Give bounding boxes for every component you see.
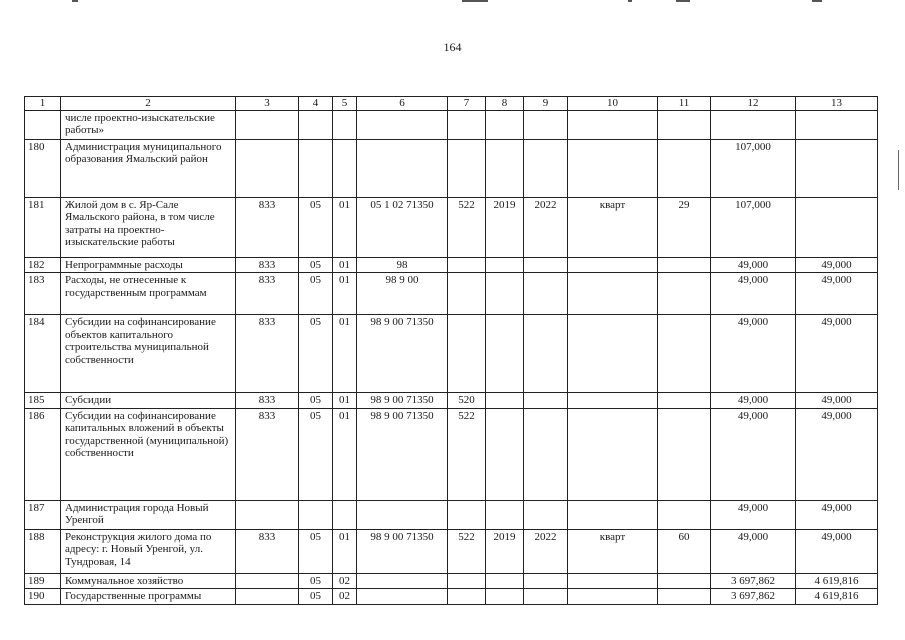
cell-target-code — [357, 139, 448, 197]
cell-capacity — [658, 110, 711, 139]
col-header: 1 — [25, 97, 61, 111]
table-row — [25, 408, 878, 500]
cell-amount-2022: 49,000 — [796, 529, 878, 573]
cell-end-year — [524, 393, 568, 409]
table-row — [25, 573, 878, 589]
cell-amount-2021 — [711, 110, 796, 139]
cell-subsection — [333, 500, 357, 529]
cell-expense-type: 520 — [448, 393, 486, 409]
row-name: Реконструкция жилого дома по адресу: г. Новый Уренгой, ул. Тундровая, 14 — [61, 529, 236, 573]
col-header: 5 — [333, 97, 357, 111]
cell-end-year — [524, 315, 568, 393]
cell-amount-2021: 49,000 — [711, 500, 796, 529]
cell-target-code — [357, 589, 448, 605]
cell-admin-code: 833 — [236, 529, 299, 573]
cell-end-year — [524, 500, 568, 529]
cell-start-year — [486, 110, 524, 139]
cell-unit — [568, 315, 658, 393]
cell-amount-2022 — [796, 139, 878, 197]
row-name: Непрограммные расходы — [61, 257, 236, 273]
cell-capacity — [658, 589, 711, 605]
cell-target-code: 98 9 00 71350 — [357, 393, 448, 409]
table-row — [25, 197, 878, 257]
row-name: Государственные программы — [61, 589, 236, 605]
row-name: Субсидии на софинансирование объектов капитального строительства муниципальной собственности — [61, 315, 236, 393]
cell-expense-type — [448, 273, 486, 315]
row-number: 180 — [25, 139, 61, 197]
cell-capacity — [658, 139, 711, 197]
cell-amount-2022 — [796, 197, 878, 257]
cell-target-code: 98 9 00 — [357, 273, 448, 315]
cell-amount-2022: 49,000 — [796, 257, 878, 273]
cell-target-code — [357, 110, 448, 139]
cell-target-code: 98 9 00 71350 — [357, 529, 448, 573]
cell-capacity — [658, 573, 711, 589]
table-row — [25, 529, 878, 573]
cell-admin-code — [236, 110, 299, 139]
row-number: 184 — [25, 315, 61, 393]
table-row — [25, 273, 878, 315]
cell-amount-2021: 49,000 — [711, 273, 796, 315]
cell-subsection: 01 — [333, 529, 357, 573]
cell-capacity — [658, 273, 711, 315]
cell-start-year — [486, 589, 524, 605]
cell-unit — [568, 393, 658, 409]
cell-amount-2021: 3 697,862 — [711, 589, 796, 605]
cell-section: 05 — [299, 589, 333, 605]
cell-target-code: 05 1 02 71350 — [357, 197, 448, 257]
cell-section — [299, 139, 333, 197]
row-name: Субсидии — [61, 393, 236, 409]
cell-start-year — [486, 315, 524, 393]
row-name: Субсидии на софинансирование капитальных вложений в объекты государственной (муниципальной) собственности — [61, 408, 236, 500]
cell-section: 05 — [299, 408, 333, 500]
cell-subsection — [333, 110, 357, 139]
col-header: 7 — [448, 97, 486, 111]
cell-subsection — [333, 139, 357, 197]
cell-unit: кварт — [568, 529, 658, 573]
scan-side-mark — [898, 150, 899, 190]
cell-admin-code: 833 — [236, 197, 299, 257]
cell-expense-type: 522 — [448, 197, 486, 257]
cell-target-code — [357, 573, 448, 589]
cell-section: 05 — [299, 393, 333, 409]
cell-expense-type: 522 — [448, 408, 486, 500]
cell-target-code: 98 9 00 71350 — [357, 408, 448, 500]
cell-start-year — [486, 573, 524, 589]
cell-target-code: 98 9 00 71350 — [357, 315, 448, 393]
cell-expense-type — [448, 589, 486, 605]
cell-section: 05 — [299, 273, 333, 315]
cell-admin-code: 833 — [236, 273, 299, 315]
cell-admin-code: 833 — [236, 257, 299, 273]
cell-start-year — [486, 273, 524, 315]
cell-subsection: 01 — [333, 315, 357, 393]
cell-unit — [568, 589, 658, 605]
cell-amount-2021: 49,000 — [711, 408, 796, 500]
table-row — [25, 139, 878, 197]
cell-admin-code — [236, 139, 299, 197]
cell-expense-type — [448, 573, 486, 589]
cell-subsection: 02 — [333, 589, 357, 605]
cell-subsection: 01 — [333, 408, 357, 500]
cell-start-year — [486, 500, 524, 529]
row-name: Жилой дом в с. Яр-Сале Ямальского района, в том числе затраты на проектно-изыскательские работы — [61, 197, 236, 257]
cell-capacity — [658, 257, 711, 273]
cell-amount-2022 — [796, 110, 878, 139]
cell-expense-type — [448, 110, 486, 139]
cell-capacity — [658, 393, 711, 409]
cell-end-year — [524, 273, 568, 315]
cell-section: 05 — [299, 257, 333, 273]
budget-table — [24, 96, 878, 605]
cell-admin-code: 833 — [236, 315, 299, 393]
cell-subsection: 01 — [333, 197, 357, 257]
cell-amount-2021: 49,000 — [711, 529, 796, 573]
cell-expense-type — [448, 139, 486, 197]
table-row — [25, 315, 878, 393]
cell-admin-code — [236, 573, 299, 589]
col-header: 4 — [299, 97, 333, 111]
cell-subsection: 01 — [333, 257, 357, 273]
cell-end-year — [524, 408, 568, 500]
cell-end-year — [524, 257, 568, 273]
cell-amount-2022: 4 619,816 — [796, 589, 878, 605]
cell-expense-type — [448, 500, 486, 529]
row-name: Администрация муниципального образования Ямальский район — [61, 139, 236, 197]
cell-amount-2021: 107,000 — [711, 197, 796, 257]
row-name: Расходы, не отнесенные к государственным программам — [61, 273, 236, 315]
cell-unit — [568, 139, 658, 197]
cell-section: 05 — [299, 573, 333, 589]
cell-unit — [568, 110, 658, 139]
cell-amount-2022: 49,000 — [796, 273, 878, 315]
cell-expense-type — [448, 315, 486, 393]
cell-amount-2021: 49,000 — [711, 257, 796, 273]
row-number: 189 — [25, 573, 61, 589]
cell-capacity — [658, 500, 711, 529]
col-header: 12 — [711, 97, 796, 111]
cell-start-year: 2019 — [486, 197, 524, 257]
cell-subsection: 01 — [333, 273, 357, 315]
cell-end-year — [524, 573, 568, 589]
row-number — [25, 110, 61, 139]
cell-end-year: 2022 — [524, 197, 568, 257]
col-header: 9 — [524, 97, 568, 111]
row-number: 190 — [25, 589, 61, 605]
cell-unit — [568, 273, 658, 315]
row-number: 181 — [25, 197, 61, 257]
cell-admin-code: 833 — [236, 393, 299, 409]
header-row — [25, 97, 878, 111]
cell-subsection: 02 — [333, 573, 357, 589]
col-header: 10 — [568, 97, 658, 111]
cell-subsection: 01 — [333, 393, 357, 409]
row-number: 182 — [25, 257, 61, 273]
cell-start-year — [486, 257, 524, 273]
cell-capacity — [658, 408, 711, 500]
row-number: 185 — [25, 393, 61, 409]
table-row — [25, 257, 878, 273]
table-row — [25, 110, 878, 139]
cell-section — [299, 110, 333, 139]
cell-unit — [568, 257, 658, 273]
cell-start-year: 2019 — [486, 529, 524, 573]
row-name: числе проектно-изыскательские работы» — [61, 110, 236, 139]
cell-amount-2022: 49,000 — [796, 393, 878, 409]
cell-amount-2022: 49,000 — [796, 315, 878, 393]
cell-target-code — [357, 500, 448, 529]
row-number: 187 — [25, 500, 61, 529]
cell-capacity — [658, 315, 711, 393]
col-header: 13 — [796, 97, 878, 111]
cell-start-year — [486, 393, 524, 409]
cell-amount-2022: 49,000 — [796, 408, 878, 500]
table-body — [25, 110, 878, 604]
cell-section: 05 — [299, 529, 333, 573]
row-name: Коммунальное хозяйство — [61, 573, 236, 589]
cell-section — [299, 500, 333, 529]
cell-end-year — [524, 139, 568, 197]
cell-expense-type: 522 — [448, 529, 486, 573]
cell-capacity: 60 — [658, 529, 711, 573]
cell-amount-2021: 107,000 — [711, 139, 796, 197]
cell-unit — [568, 573, 658, 589]
page-number: 164 — [443, 40, 462, 54]
cell-end-year — [524, 110, 568, 139]
cell-unit: кварт — [568, 197, 658, 257]
cell-amount-2021: 49,000 — [711, 315, 796, 393]
table-row — [25, 500, 878, 529]
col-header: 3 — [236, 97, 299, 111]
row-number: 183 — [25, 273, 61, 315]
col-header: 11 — [658, 97, 711, 111]
row-number: 186 — [25, 408, 61, 500]
cell-admin-code — [236, 589, 299, 605]
cell-unit — [568, 500, 658, 529]
cell-capacity: 29 — [658, 197, 711, 257]
row-name: Администрация города Новый Уренгой — [61, 500, 236, 529]
cell-end-year: 2022 — [524, 529, 568, 573]
cell-target-code: 98 — [357, 257, 448, 273]
cell-section: 05 — [299, 315, 333, 393]
cell-admin-code: 833 — [236, 408, 299, 500]
col-header: 8 — [486, 97, 524, 111]
cell-admin-code — [236, 500, 299, 529]
table-row — [25, 393, 878, 409]
col-header: 2 — [61, 97, 236, 111]
cell-start-year — [486, 139, 524, 197]
row-number: 188 — [25, 529, 61, 573]
cell-amount-2022: 4 619,816 — [796, 573, 878, 589]
cell-expense-type — [448, 257, 486, 273]
cell-end-year — [524, 589, 568, 605]
cell-section: 05 — [299, 197, 333, 257]
cell-amount-2022: 49,000 — [796, 500, 878, 529]
cell-unit — [568, 408, 658, 500]
table-row — [25, 589, 878, 605]
cell-start-year — [486, 408, 524, 500]
cell-amount-2021: 3 697,862 — [711, 573, 796, 589]
col-header: 6 — [357, 97, 448, 111]
cell-amount-2021: 49,000 — [711, 393, 796, 409]
